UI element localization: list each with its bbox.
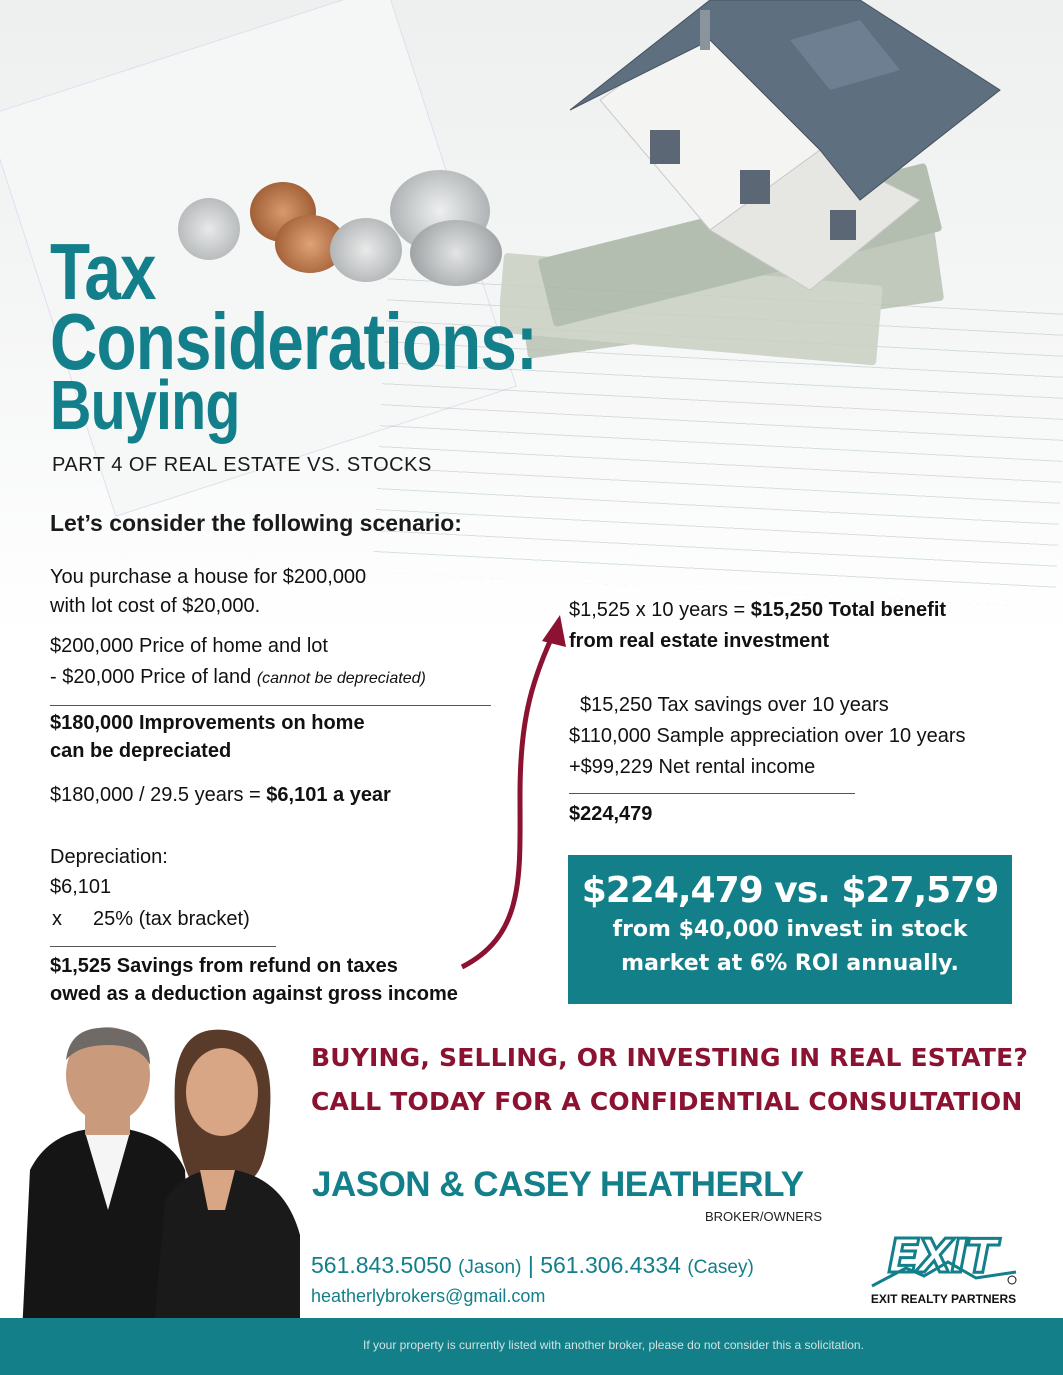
- ten-year-text: $1,525 x 10 years =: [569, 599, 751, 621]
- ten-year-line: [569, 596, 946, 625]
- ten-year-line2: from real estate investment: [569, 630, 830, 652]
- divider: [50, 705, 491, 706]
- divider: [569, 793, 855, 794]
- house-model-image: [560, 0, 1040, 300]
- savings-line: $1,525 Savings from refund on taxes: [50, 955, 398, 977]
- tax-bracket-line: 25% (tax bracket): [93, 908, 250, 930]
- callout-line: market at 6% ROI annually.: [621, 951, 959, 976]
- phone-line: [311, 1252, 754, 1279]
- agents-name: JASON & CASEY HEATHERLY: [312, 1165, 804, 1204]
- phone-separator: |: [527, 1252, 534, 1278]
- scenario-heading: Let’s consider the following scenario:: [50, 510, 462, 536]
- land-line: [50, 663, 426, 693]
- per-year-line: [50, 781, 391, 810]
- coin-image: [178, 198, 240, 260]
- comparison-callout: [568, 855, 1012, 1004]
- page-subtitle: PART 4 OF REAL ESTATE VS. STOCKS: [52, 454, 432, 476]
- exit-logo-text: EXIT: [888, 1229, 996, 1283]
- per-year-text: $180,000 / 29.5 years =: [50, 784, 267, 806]
- exit-logo-mark: [866, 1228, 1026, 1292]
- depreciation-label: Depreciation:: [50, 846, 168, 868]
- page-title-line1: Tax: [50, 227, 156, 316]
- ten-year-amount: $15,250 Total benefit: [750, 599, 947, 621]
- exit-logo: [866, 1228, 1026, 1312]
- tax-savings-line: $15,250 Tax savings over 10 years: [580, 694, 889, 716]
- per-year-amount: $6,101 a year: [266, 784, 391, 806]
- appreciation-line: $110,000 Sample appreciation over 10 years: [569, 725, 966, 747]
- footer-disclaimer: If your property is currently listed with another broker, please do not consider this a solicitation.: [363, 1338, 864, 1352]
- depreciation-value: $6,101: [50, 876, 112, 898]
- purchase-line: You purchase a house for $200,000: [50, 566, 367, 588]
- tax-bracket-multiplier: x: [52, 908, 62, 930]
- land-note: (cannot be depreciated): [256, 670, 426, 687]
- callout-line: from $40,000 invest in stock: [612, 917, 968, 942]
- coin-image: [330, 218, 402, 282]
- callout-headline: $224,479 vs. $27,579: [581, 870, 999, 911]
- phone-jason[interactable]: 561.843.5050: [311, 1252, 452, 1278]
- land-line-text: - $20,000 Price of land: [50, 666, 252, 688]
- coin-image: [410, 220, 502, 286]
- curved-arrow-icon: [450, 615, 570, 975]
- total-line: $224,479: [569, 803, 653, 825]
- cta-line: BUYING, SELLING, OR INVESTING IN REAL ESTATE?: [311, 1043, 1029, 1072]
- rental-line: +$99,229 Net rental income: [569, 756, 816, 778]
- footer-bar: [0, 1318, 1063, 1375]
- improvements-line: can be depreciated: [50, 740, 232, 762]
- savings-line: owed as a deduction against gross income: [50, 983, 458, 1005]
- cta-line: CALL TODAY FOR A CONFIDENTIAL CONSULTATION: [311, 1087, 1023, 1116]
- page-title-line2: Considerations:: [50, 297, 538, 386]
- phone-jason-label: (Jason): [458, 1257, 522, 1278]
- improvements-line: $180,000 Improvements on home: [50, 712, 365, 734]
- page-title-line3: Buying: [50, 366, 240, 444]
- email-link[interactable]: heatherlybrokers@gmail.com: [311, 1286, 546, 1306]
- divider: [50, 946, 276, 947]
- phone-casey-label: (Casey): [687, 1257, 754, 1278]
- agents-role: BROKER/OWNERS: [705, 1209, 823, 1224]
- exit-logo-caption: EXIT REALTY PARTNERS: [870, 1292, 1017, 1306]
- phone-casey[interactable]: 561.306.4334: [540, 1252, 681, 1278]
- price-line: $200,000 Price of home and lot: [50, 635, 328, 657]
- purchase-line: with lot cost of $20,000.: [50, 595, 261, 617]
